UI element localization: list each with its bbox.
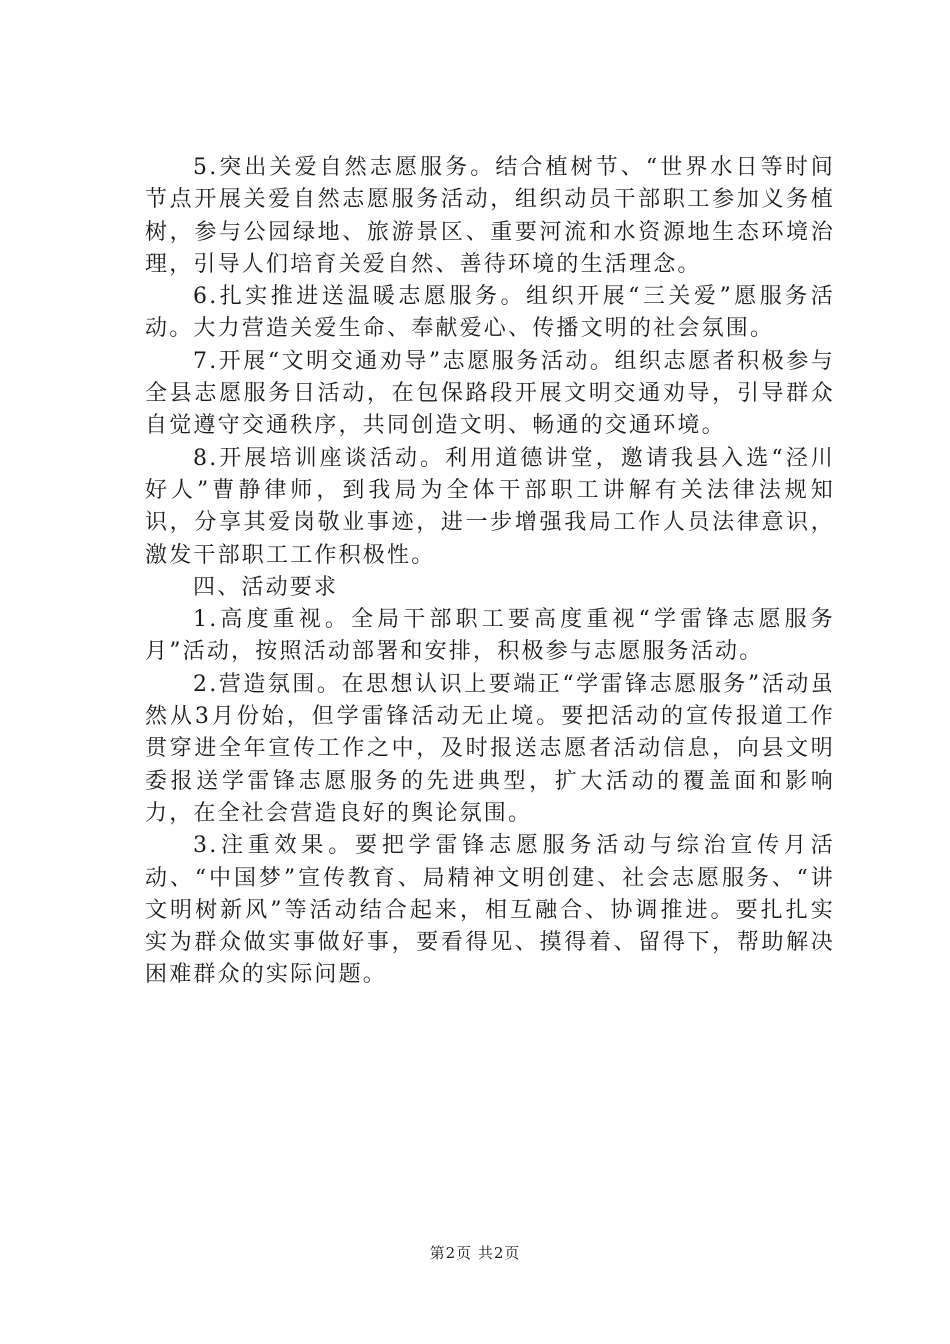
paragraph-requirement-1: 1.高度重视。全局干部职工要高度重视“学雷锋志愿服务月”活动，按照活动部署和安排，积极参与志愿服务活动。: [145, 607, 835, 665]
document-body: [145, 152, 835, 992]
paragraph-item-8: 8.开展培训座谈活动。利用道德讲堂，邀请我县入选“泾川好人”曹静律师，到我局为全体干部职工讲解有关法律法规知识，分享其爱岗敬业事迹，进一步增强我局工作人员法律意识，激发干部职工工作积极性。: [145, 445, 835, 568]
paragraph-item-5: 5.突出关爱自然志愿服务。结合植树节、“世界水日等时间节点开展关爱自然志愿服务活动，组织动员干部职工参加义务植树，参与公园绿地、旅游景区、重要河流和水资源地生态环境治理，引导人们培育关爱自然、善待环境的生活理念。: [145, 155, 835, 277]
page-number-footer: 第2页 共2页: [429, 1244, 521, 1262]
paragraph-requirement-2: 2.营造氛围。在思想认识上要端正“学雷锋志愿服务”活动虽然从3月份始，但学雷锋活动无止境。要把活动的宣传报道工作贯穿进全年宣传工作之中，及时报送志愿者活动信息，向县文明委报送学雷锋志愿服务的先进典型，扩大活动的覆盖面和影响力，在全社会营造良好的舆论氛围。: [145, 671, 835, 826]
paragraph-item-7: 7.开展“文明交通劝导”志愿服务活动。组织志愿者积极参与全县志愿服务日活动，在包保路段开展文明交通劝导，引导群众自觉遵守交通秩序，共同创造文明、畅通的交通环境。: [145, 348, 835, 439]
paragraph-item-6: 6.扎实推进送温暖志愿服务。组织开展“三关爱”愿服务活动。大力营造关爱生命、奉献爱心、传播文明的社会氛围。: [145, 284, 835, 342]
section-heading-requirements: 四、活动要求: [193, 574, 339, 600]
paragraph-requirement-3: 3.注重效果。要把学雷锋志愿服务活动与综治宣传月活动、“中国梦”宣传教育、局精神文明创建、社会志愿服务、“讲文明树新风”等活动结合起来，相互融合、协调推进。要扎扎实实为群众做实事做好事，要看得见、摸得着、留得下，帮助解决困难群众的实际问题。: [145, 833, 835, 988]
